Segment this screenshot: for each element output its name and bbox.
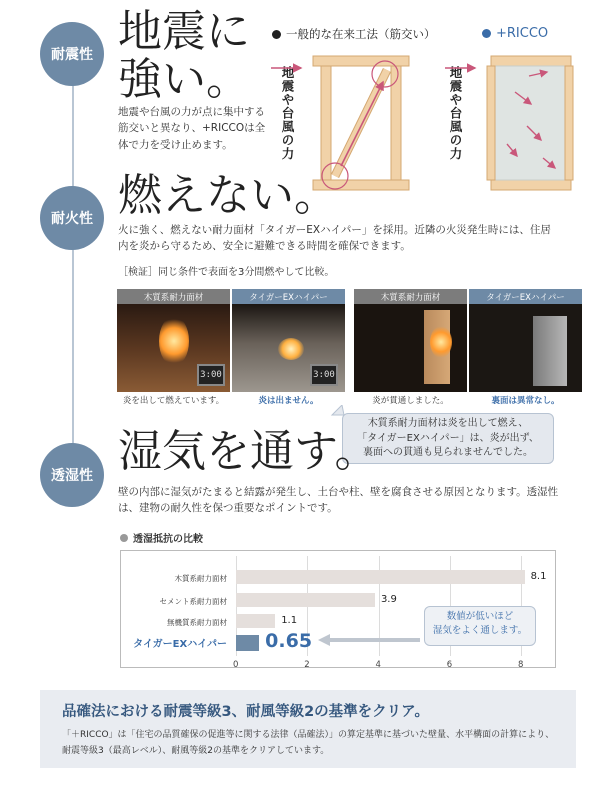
photo-caption: 炎が貫通しました。 <box>372 396 449 406</box>
badge-moisture: 透湿性 <box>40 443 104 507</box>
diagram-label-conventional: 一般的な在来工法（筋交い） <box>272 26 436 42</box>
x-tick-label: 2 <box>304 660 310 670</box>
chart-note-line: 数値が低いほど <box>446 611 514 622</box>
x-tick-label: 0 <box>233 660 239 670</box>
photo-header: タイガーEXハイパー <box>232 289 345 304</box>
bar-value-label: 3.9 <box>380 594 397 605</box>
seismic-heading-line1: 地震に <box>118 6 250 57</box>
bar-value-label: 8.1 <box>530 571 547 582</box>
footer-body: 「＋RICCO」は「住宅の品質確保の促進等に関する法律（品確法）」の算定基準に基づいた壁量、水平構面の計算により、耐震等級3（最高レベル）、耐風等級2の基準をクリアしています。 <box>62 730 555 756</box>
test-label: ［検証］同じ条件で表面を3分間燃やして比較。 <box>118 267 335 278</box>
x-tick-label: 6 <box>446 660 453 670</box>
bar <box>236 635 259 651</box>
bar-category-label: セメント系耐力面材 <box>159 597 227 606</box>
bar <box>236 614 275 628</box>
fire-heading: 燃えない。 <box>118 170 338 221</box>
photo-caption: 裏面は異常なし。 <box>491 396 560 406</box>
photo-caption: 炎は出ません。 <box>258 396 319 406</box>
badge-fire: 耐火性 <box>40 186 104 250</box>
force-label-left: 地震や台風の力 <box>280 66 295 161</box>
timer-display: 3:00 <box>197 364 225 386</box>
chart-note <box>424 606 536 646</box>
moisture-body: 壁の内部に湿気がたまると結露が発生し、土台や柱、壁を腐食させる原因となります。透湿性は、建物の耐久性を保つ重要なポイントです。 <box>118 486 559 515</box>
x-tick-label: 4 <box>375 660 381 670</box>
callout-line: 木質系耐力面材は炎を出して燃え、 <box>367 418 529 429</box>
bar-category-label: 木質系耐力面材 <box>174 574 227 583</box>
footer-panel <box>40 690 576 768</box>
bar-value-label: 0.65 <box>265 630 313 652</box>
moisture-heading: 湿気を通す。 <box>118 426 379 477</box>
photo-header: タイガーEXハイパー <box>469 289 582 304</box>
footer-title: 品確法における耐震等級3、耐風等級2の基準をクリア。 <box>62 704 430 720</box>
badge-seismic: 耐震性 <box>40 22 104 86</box>
bar <box>236 593 375 607</box>
diagram-label-ricco: +RICCO <box>482 26 548 41</box>
bar <box>236 570 525 584</box>
timer-display: 3:00 <box>310 364 338 386</box>
bar-category-label: タイガーEXハイパー <box>133 639 227 650</box>
seismic-heading-line2: 強い。 <box>118 53 250 105</box>
force-label-right: 地震や台風の力 <box>448 66 463 161</box>
bar-category-label: 無機質系耐力面材 <box>167 618 227 627</box>
bar-value-label: 1.1 <box>281 615 298 626</box>
seismic-body: 地震や台風の力が点に集中する筋交いと異なり、+RICCOは全体で力を受け止めます。 <box>118 106 266 151</box>
photo-header: 木質系耐力面材 <box>354 289 467 304</box>
photo-caption: 炎を出して燃えています。 <box>122 396 225 406</box>
chart-note-arrow <box>316 628 426 648</box>
photo-header: 木質系耐力面材 <box>117 289 230 304</box>
chart-title: 透湿抵抗の比較 <box>120 530 203 545</box>
chart-note-line: 湿気をよく通します。 <box>432 625 528 637</box>
fire-body: 火に強く、燃えない耐力面材「タイガーEXハイパー」を採用。近隣の火災発生時には、住居内を炎から守るため、安全に避難できる時間を確保できます。 <box>118 224 551 253</box>
callout-line: 「タイガーEXハイパー」は、炎が出ず、 <box>357 432 539 444</box>
x-tick-label: 8 <box>518 660 524 670</box>
callout-line: 裏面への貫通も見られませんでした。 <box>363 447 533 458</box>
